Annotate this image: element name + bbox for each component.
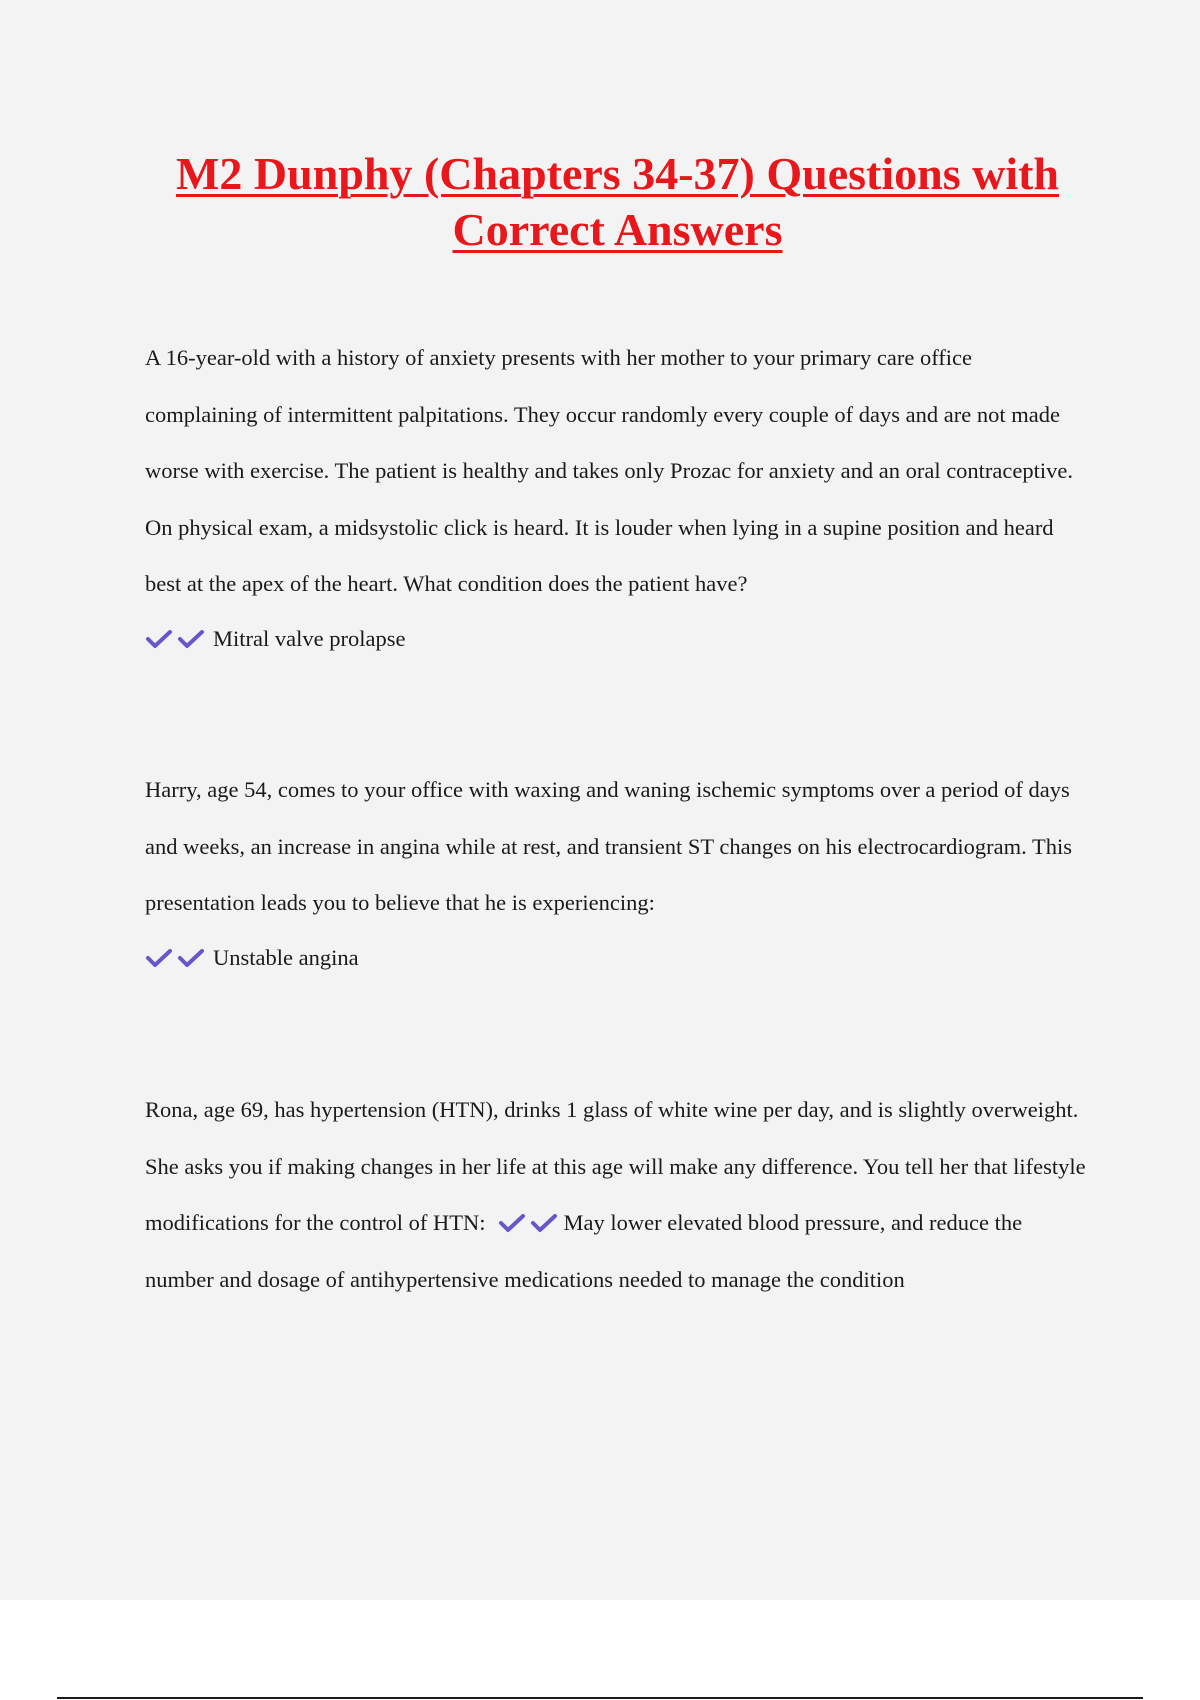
question-with-inline-answer [145,1082,1090,1308]
check-mark-icon [145,948,173,968]
question-text: Rona, age 69, has hypertension (HTN), drinks 1 glass of white wine per day, and is slightly overweight. She asks you if making changes in her life at this age will make any difference. You tell her that lifestyle modifications for the control of HTN: [145,1097,1086,1235]
footer-divider [57,1697,1143,1699]
document-title: M2 Dunphy (Chapters 34-37) Questions with Correct Answers [175,148,1060,255]
answer-checks [145,629,209,649]
check-mark-icon [177,629,205,649]
check-mark-icon [530,1213,558,1233]
question-block-3 [145,1082,1090,1308]
question-text: Harry, age 54, comes to your office with waxing and waning ischemic symptoms over a period of days and weeks, an increase in angina while at rest, and transient ST changes on his electrocardiogram. This presentation leads you to believe that he is experiencing: [145,777,1072,915]
check-mark-icon [145,629,173,649]
answer-text: Unstable angina [213,944,359,970]
answer-line [145,619,1090,659]
question-block-1 [145,330,1090,659]
check-mark-icon [177,948,205,968]
answer-checks [498,1213,562,1233]
question-text: A 16-year-old with a history of anxiety presents with her mother to your primary care office complaining of intermittent palpitations. They occur randomly every couple of days and are not made worse with exercise. The patient is healthy and takes only Prozac for anxiety and an oral contraceptive. On physical exam, a midsystolic click is heard. It is louder when lying in a supine position and heard best at the apex of the heart. What condition does the patient have? [145,345,1073,596]
question-block-2 [145,762,1090,978]
answer-checks [145,948,209,968]
check-mark-icon [498,1213,526,1233]
answer-text: Mitral valve prolapse [213,625,406,651]
answer-text: May lower elevated blood pressure, and reduce the number and dosage of antihypertensive medications needed to manage the condition [145,1210,1023,1292]
answer-line [145,938,1090,978]
